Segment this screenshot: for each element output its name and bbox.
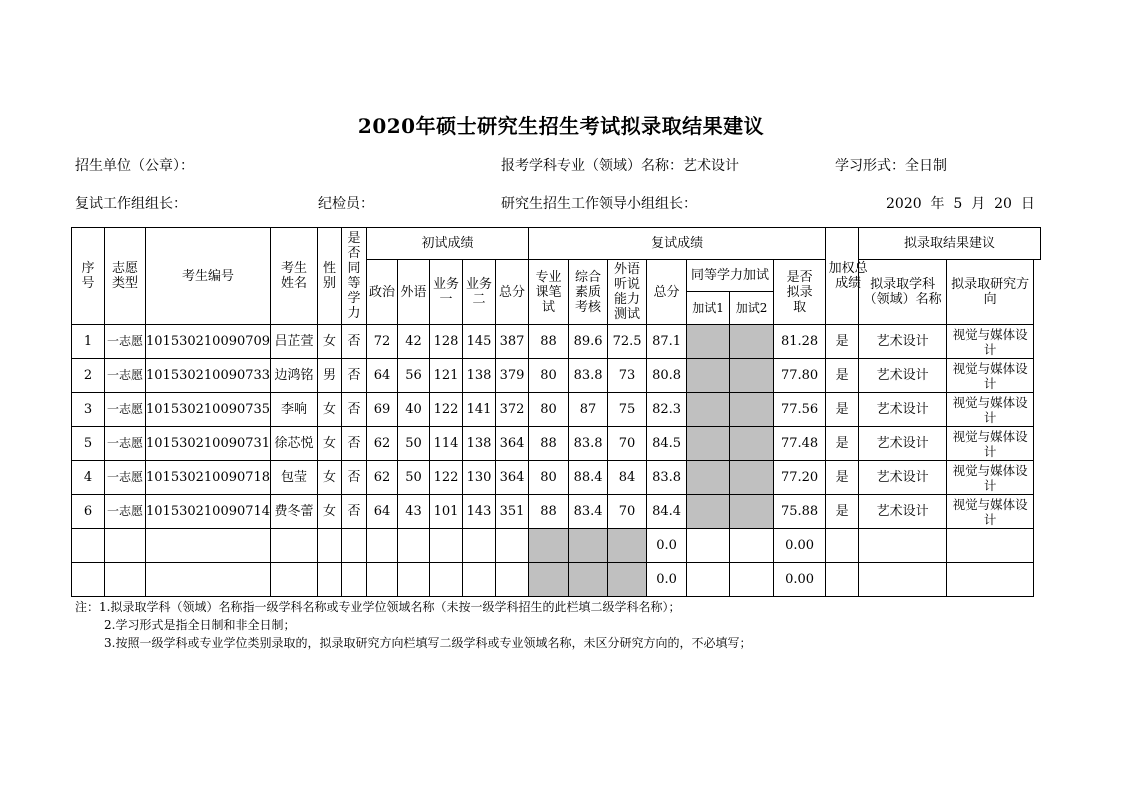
cell-name: 包莹 [271,461,318,495]
cell-subject2: 141 [463,393,496,427]
cell-admit: 是 [826,461,859,495]
cell-admit-direction: 视觉与媒体设计 [947,427,1034,461]
col-extra2: 加试2 [730,292,774,325]
col-name: 考生姓名 [271,228,318,325]
cell-subject1: 122 [430,461,463,495]
table-row [72,325,1041,359]
empty-cell [608,563,647,597]
cell-foreign: 50 [398,461,430,495]
cell-written: 88 [529,427,569,461]
cell-volunteer-type: 一志愿 [105,393,146,427]
cell-subject2: 138 [463,427,496,461]
cell-admit: 是 [826,325,859,359]
cell-gender: 女 [318,427,342,461]
cell-equivalent: 否 [342,427,367,461]
cell-equivalent: 否 [342,495,367,529]
cell-written: 80 [529,393,569,427]
cell-weighted-total: 77.80 [774,359,826,393]
cell-gender: 女 [318,495,342,529]
col-candidate-id: 考生编号 [146,228,271,325]
header-row-1 [72,228,1041,260]
cell-admit-major: 艺术设计 [859,359,947,393]
cell-name: 徐芯悦 [271,427,318,461]
cell-volunteer-type: 一志愿 [105,325,146,359]
table-row [72,359,1041,393]
empty-cell [608,529,647,563]
cell-subject1: 121 [430,359,463,393]
empty-cell [826,563,859,597]
cell-gender: 男 [318,359,342,393]
col-listening: 外语听说能力测试 [608,260,647,325]
cell-initial-total: 351 [496,495,529,529]
col-admit: 是否拟录取 [774,260,826,325]
col-gender: 性别 [318,228,342,325]
cell-admit-direction: 视觉与媒体设计 [947,393,1034,427]
cell-comprehensive: 88.4 [569,461,608,495]
empty-cell [105,563,146,597]
cell-weighted-total: 77.20 [774,461,826,495]
cell-weighted-total: 75.88 [774,495,826,529]
group-initial-scores: 初试成绩 [367,228,529,260]
table-row-empty [72,563,1041,597]
empty-cell [72,529,105,563]
discipline-inspector-label: 纪检员： [318,196,374,212]
cell-name: 边鸿铭 [271,359,318,393]
cell-admit-major: 艺术设计 [859,427,947,461]
cell-weighted-total: 77.56 [774,393,826,427]
col-volunteer-type: 志愿类型 [105,228,146,325]
col-comprehensive: 综合素质考核 [569,260,608,325]
empty-cell [569,529,608,563]
empty-cell [430,529,463,563]
admission-leader-label: 研究生招生工作领导小组组长： [501,196,697,212]
cell-admit-direction: 视觉与媒体设计 [947,359,1034,393]
cell-seq: 1 [72,325,105,359]
cell-retest-total: 0.0 [647,563,687,597]
empty-cell [367,563,398,597]
cell-weighted-total: 81.28 [774,325,826,359]
cell-listening: 72.5 [608,325,647,359]
cell-extra2 [730,461,774,495]
note-2: 2.学习形式是指全日制和非全日制； [104,618,296,632]
page-title: 2020年硕士研究生招生考试拟录取结果建议 [357,114,765,138]
cell-initial-total: 364 [496,461,529,495]
col-politics: 政治 [367,260,398,325]
cell-volunteer-type: 一志愿 [105,495,146,529]
cell-initial-total: 387 [496,325,529,359]
col-initial-total: 总分 [496,260,529,325]
empty-cell [271,529,318,563]
empty-cell [146,563,271,597]
cell-admit-major: 艺术设计 [859,393,947,427]
cell-comprehensive: 83.4 [569,495,608,529]
group-admission: 拟录取结果建议 [859,228,1041,260]
empty-cell [318,529,342,563]
cell-subject1: 101 [430,495,463,529]
cell-politics: 72 [367,325,398,359]
empty-cell [529,563,569,597]
cell-listening: 73 [608,359,647,393]
cell-retest-total: 0.0 [647,529,687,563]
cell-gender: 女 [318,461,342,495]
empty-cell [72,563,105,597]
cell-extra1 [687,495,730,529]
empty-cell [367,529,398,563]
empty-cell [105,529,146,563]
cell-extra1 [687,359,730,393]
cell-candidate-id: 101530210090733 [146,359,271,393]
cell-initial-total: 379 [496,359,529,393]
cell-admit-major: 艺术设计 [859,325,947,359]
empty-cell [826,529,859,563]
empty-cell [398,563,430,597]
empty-cell [569,563,608,597]
cell-politics: 62 [367,427,398,461]
empty-cell [342,563,367,597]
empty-cell [730,563,774,597]
study-form-label: 学习形式：全日制 [835,158,947,174]
table-row-empty [72,529,1041,563]
retest-leader-label: 复试工作组组长： [75,196,187,212]
cell-extra2 [730,325,774,359]
cell-listening: 84 [608,461,647,495]
cell-seq: 2 [72,359,105,393]
cell-equivalent: 否 [342,325,367,359]
cell-admit: 是 [826,495,859,529]
group-equivalent-extra: 同等学力加试 [687,260,774,292]
cell-weighted-total: 77.48 [774,427,826,461]
empty-cell [463,563,496,597]
cell-equivalent: 否 [342,461,367,495]
cell-name: 费冬蕾 [271,495,318,529]
cell-admit: 是 [826,359,859,393]
group-retest-scores: 复试成绩 [529,228,826,260]
empty-cell [318,563,342,597]
cell-seq: 6 [72,495,105,529]
cell-admit: 是 [826,427,859,461]
cell-extra1 [687,461,730,495]
col-equivalent: 是否同等学力 [342,228,367,325]
cell-gender: 女 [318,325,342,359]
cell-extra2 [730,427,774,461]
cell-admit-direction: 视觉与媒体设计 [947,461,1034,495]
cell-foreign: 50 [398,427,430,461]
cell-politics: 69 [367,393,398,427]
cell-candidate-id: 101530210090714 [146,495,271,529]
cell-volunteer-type: 一志愿 [105,461,146,495]
note-3: 3.按照一级学科或专业学位类别录取的，拟录取研究方向栏填写二级学科或专业领域名称，未区分研究方向的，不必填写； [104,636,752,650]
cell-retest-total: 87.1 [647,325,687,359]
cell-retest-total: 84.4 [647,495,687,529]
cell-comprehensive: 83.8 [569,427,608,461]
cell-extra1 [687,393,730,427]
cell-subject2: 145 [463,325,496,359]
cell-candidate-id: 101530210090709 [146,325,271,359]
cell-admit-major: 艺术设计 [859,495,947,529]
cell-foreign: 43 [398,495,430,529]
admission-table [71,227,1041,597]
cell-admit-direction: 视觉与媒体设计 [947,495,1034,529]
empty-cell [342,529,367,563]
cell-listening: 70 [608,427,647,461]
cell-subject2: 143 [463,495,496,529]
unit-label: 招生单位（公章）： [75,158,194,174]
notes [75,598,751,652]
cell-volunteer-type: 一志愿 [105,427,146,461]
cell-politics: 64 [367,359,398,393]
empty-cell [529,529,569,563]
empty-cell [859,529,947,563]
cell-written: 80 [529,461,569,495]
cell-politics: 62 [367,461,398,495]
cell-retest-total: 83.8 [647,461,687,495]
empty-cell [947,529,1034,563]
note-1: 注：1.拟录取学科（领域）名称指一级学科名称或专业学位领域名称（未按一级学科招生的此栏填二级学科名称）； [75,600,681,614]
cell-subject2: 138 [463,359,496,393]
cell-seq: 5 [72,427,105,461]
col-retest-total: 总分 [647,260,687,325]
cell-subject1: 122 [430,393,463,427]
cell-extra2 [730,393,774,427]
cell-extra1 [687,325,730,359]
empty-cell [398,529,430,563]
empty-cell [687,529,730,563]
cell-candidate-id: 101530210090735 [146,393,271,427]
cell-extra1 [687,427,730,461]
cell-admit: 是 [826,393,859,427]
cell-written: 80 [529,359,569,393]
table-row [72,427,1041,461]
cell-gender: 女 [318,393,342,427]
cell-foreign: 40 [398,393,430,427]
cell-admit-direction: 视觉与媒体设计 [947,325,1034,359]
cell-subject1: 114 [430,427,463,461]
date: 2020 年 5 月 20 日 [886,196,1035,212]
col-subject2: 业务二 [463,260,496,325]
col-subject1: 业务一 [430,260,463,325]
cell-subject2: 130 [463,461,496,495]
table-row [72,461,1041,495]
empty-cell [496,529,529,563]
empty-cell [730,529,774,563]
cell-candidate-id: 101530210090731 [146,427,271,461]
cell-extra2 [730,495,774,529]
cell-foreign: 56 [398,359,430,393]
cell-seq: 4 [72,461,105,495]
cell-retest-total: 80.8 [647,359,687,393]
cell-equivalent: 否 [342,359,367,393]
cell-written: 88 [529,495,569,529]
cell-name: 吕芷萱 [271,325,318,359]
major-label: 报考学科专业（领域）名称：艺术设计 [501,158,739,174]
col-extra1: 加试1 [687,292,730,325]
empty-cell [271,563,318,597]
col-seq: 序号 [72,228,105,325]
empty-cell [146,529,271,563]
col-weighted-total: 加权总成绩 [826,228,859,325]
cell-politics: 64 [367,495,398,529]
cell-name: 李响 [271,393,318,427]
empty-cell [496,563,529,597]
col-admit-direction: 拟录取研究方向 [947,260,1034,325]
cell-comprehensive: 87 [569,393,608,427]
col-written: 专业课笔试 [529,260,569,325]
cell-weighted-total: 0.00 [774,529,826,563]
empty-cell [463,529,496,563]
cell-listening: 75 [608,393,647,427]
cell-foreign: 42 [398,325,430,359]
empty-cell [859,563,947,597]
cell-retest-total: 84.5 [647,427,687,461]
cell-volunteer-type: 一志愿 [105,359,146,393]
cell-retest-total: 82.3 [647,393,687,427]
col-foreign: 外语 [398,260,430,325]
cell-written: 88 [529,325,569,359]
cell-candidate-id: 101530210090718 [146,461,271,495]
cell-comprehensive: 89.6 [569,325,608,359]
cell-seq: 3 [72,393,105,427]
table-row [72,393,1041,427]
cell-weighted-total: 0.00 [774,563,826,597]
cell-admit-major: 艺术设计 [859,461,947,495]
cell-initial-total: 364 [496,427,529,461]
cell-extra2 [730,359,774,393]
table-row [72,495,1041,529]
empty-cell [687,563,730,597]
cell-initial-total: 372 [496,393,529,427]
cell-equivalent: 否 [342,393,367,427]
cell-subject1: 128 [430,325,463,359]
empty-cell [947,563,1034,597]
empty-cell [430,563,463,597]
col-admit-major: 拟录取学科（领域）名称 [859,260,947,325]
cell-listening: 70 [608,495,647,529]
cell-comprehensive: 83.8 [569,359,608,393]
